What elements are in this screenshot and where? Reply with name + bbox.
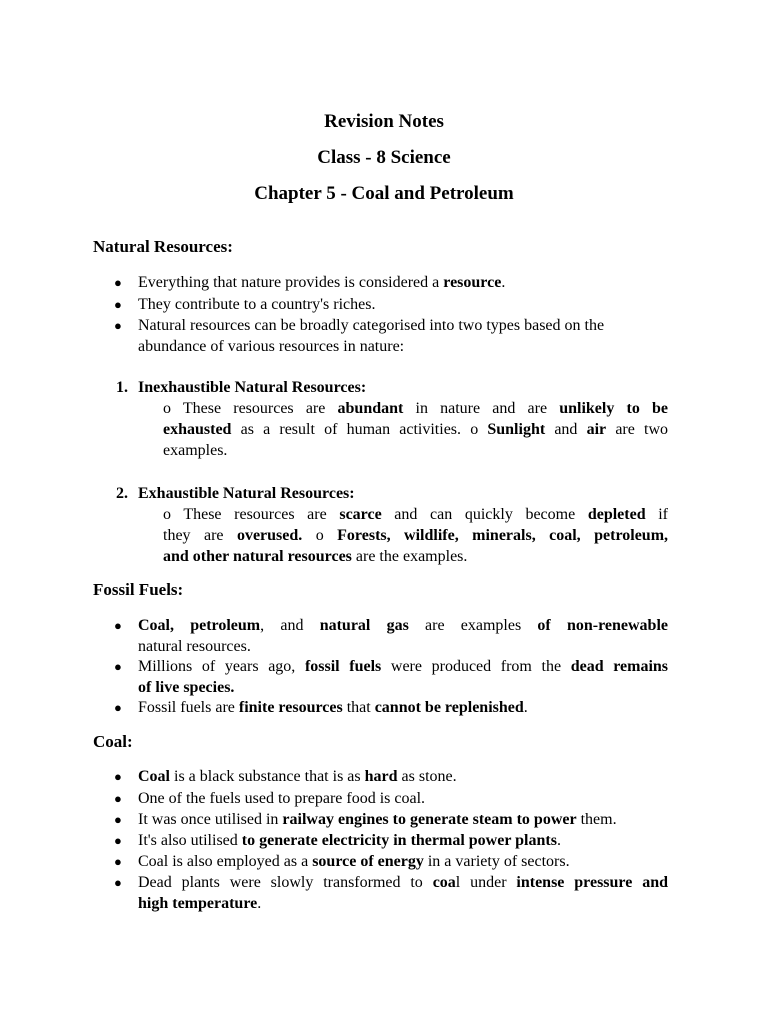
bullet-icon: ● [114,659,122,674]
title-chapter: Chapter 5 - Coal and Petroleum [254,183,514,204]
item-2-line-2: they are overused. o Forests, wildlife, minerals, coal, petroleum, [163,527,669,544]
list-number-1: 1. [116,379,128,396]
ff-bullet-1-line-2: natural resources. [138,638,251,655]
bullet-icon: ● [114,618,122,633]
coal-bullet-6-line-2: high temperature. [138,895,262,912]
bullet-icon: ● [114,875,122,890]
nr-bullet-3-line-1: Natural resources can be broadly categorised into two types based on the [138,317,605,334]
item-2-line-3: and other natural resources are the examples. [163,548,468,565]
coal-bullet-4: It's also utilised to generate electricity in thermal power plants. [138,832,561,849]
coal-bullet-5: Coal is also employed as a source of energy in a variety of sectors. [138,853,570,870]
heading-fossil-fuels: Fossil Fuels: [93,580,184,599]
bullet-icon: ● [114,769,122,784]
list-number-2: 2. [116,485,128,502]
heading-natural-resources: Natural Resources: [93,237,233,256]
bullet-icon: ● [114,791,122,806]
bullet-icon: ● [114,297,122,312]
item-1-line-1: o These resources are abundant in nature and are unlikely to be [163,400,669,417]
coal-bullet-1: Coal is a black substance that is as hard as stone. [138,768,457,785]
bullet-icon: ● [114,812,122,827]
nr-bullet-2: They contribute to a country's riches. [138,296,376,313]
bullet-icon: ● [114,318,122,333]
item-1-line-2: exhausted as a result of human activities. o Sunlight and air are two [163,421,669,438]
ff-bullet-1-line-1: Coal, petroleum, and natural gas are examples of non-renewable [138,617,669,634]
coal-bullet-6-line-1: Dead plants were slowly transformed to coal under intense pressure and [138,874,669,891]
bullet-icon: ● [114,275,122,290]
coal-bullet-3: It was once utilised in railway engines to generate steam to power them. [138,811,617,828]
bullet-icon: ● [114,854,122,869]
item-2-title: Exhaustible Natural Resources: [138,485,355,502]
bullet-icon: ● [114,833,122,848]
item-1-title: Inexhaustible Natural Resources: [138,379,367,396]
coal-bullet-2: One of the fuels used to prepare food is coal. [138,790,426,807]
item-2-line-1: o These resources are scarce and can quickly become depleted if [163,506,669,523]
nr-bullet-1: Everything that nature provides is considered a resource. [138,274,506,291]
title-revision-notes: Revision Notes [324,111,444,132]
ff-bullet-3: Fossil fuels are finite resources that cannot be replenished. [138,699,528,716]
title-class: Class - 8 Science [317,147,451,168]
nr-bullet-3-line-2: abundance of various resources in nature: [138,338,405,355]
bullet-icon: ● [114,700,122,715]
ff-bullet-2-line-1: Millions of years ago, fossil fuels were produced from the dead remains [138,658,669,675]
item-1-line-3: examples. [163,442,228,459]
ff-bullet-2-line-2: of live species. [138,679,235,696]
heading-coal: Coal: [93,732,133,751]
